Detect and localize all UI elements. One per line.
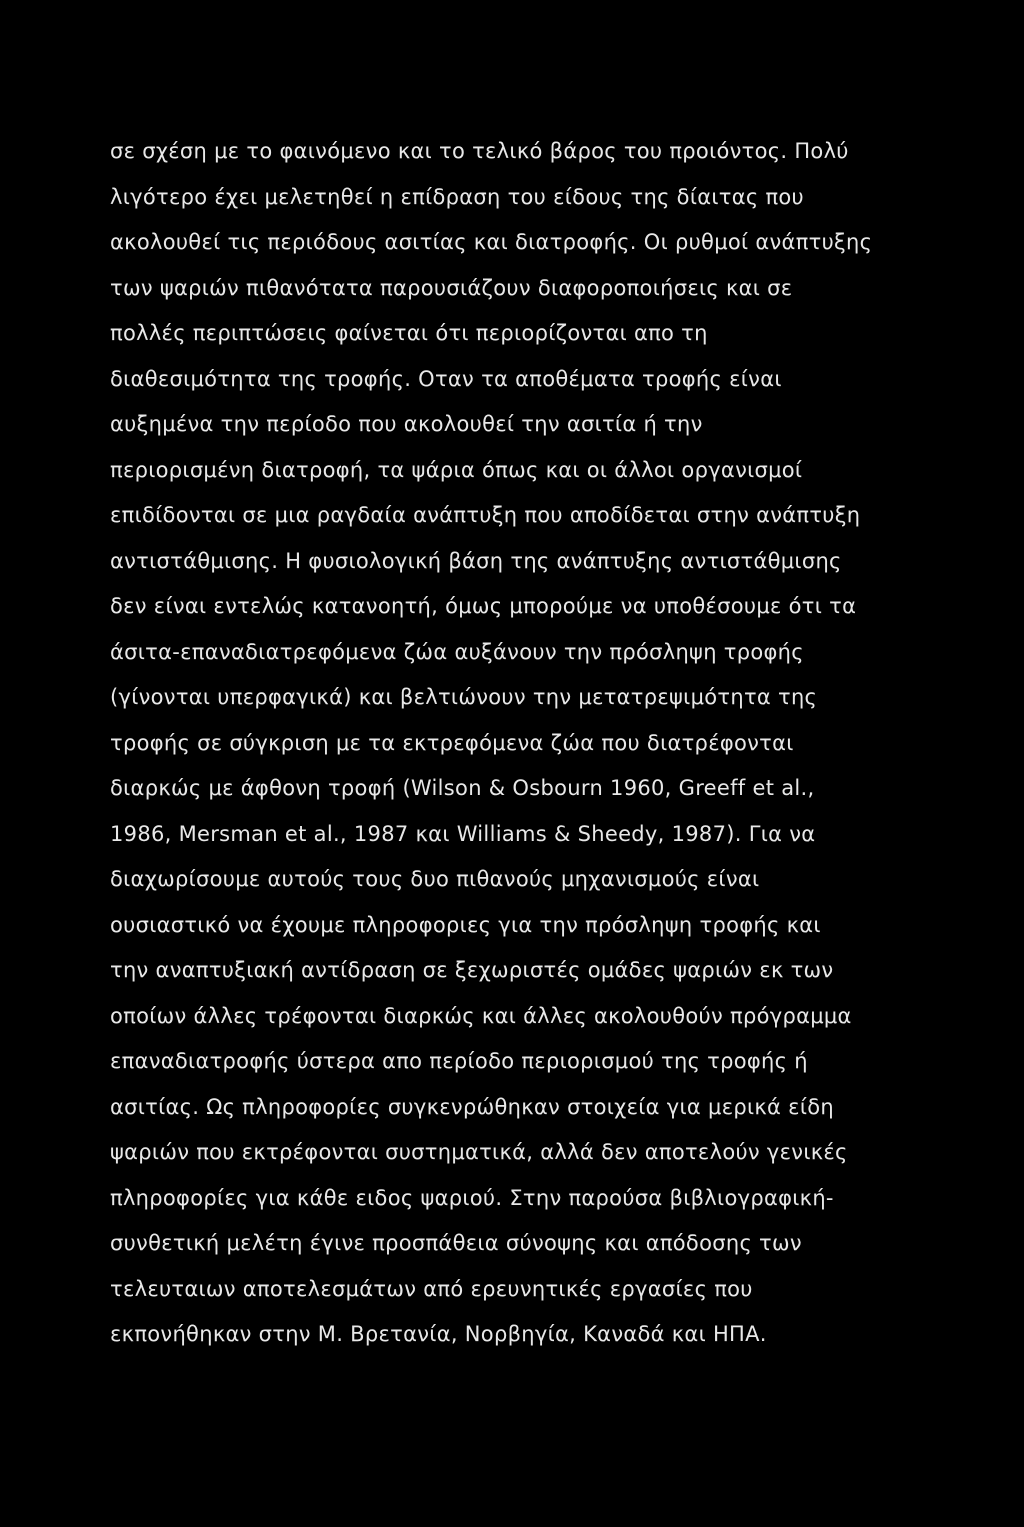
text-line: εκπονήθηκαν στην Μ. Βρετανία, Νορβηγία, Καναδά και ΗΠΑ. bbox=[110, 1322, 767, 1346]
text-line: επαναδιατροφής ύστερα απο περίοδο περιορισμού της τροφής ή bbox=[110, 1049, 808, 1073]
text-line: 1986, Mersman et al., 1987 και Williams & Sheedy, 1987). Για να bbox=[110, 821, 816, 846]
text-line: ουσιαστικό να έχουμε πληροφοριες για την πρόσληψη τροφής και bbox=[110, 912, 821, 937]
text-line: διαθεσιμότητα της τροφής. Οταν τα αποθέματα τροφής είναι bbox=[110, 366, 782, 391]
text-line: σε σχέση με το φαινόμενο και το τελικό βάρος του προιόντος. Πολύ bbox=[110, 139, 849, 163]
text-line: την αναπτυξιακή αντίδραση σε ξεχωριστές ομάδες ψαριών εκ των bbox=[110, 958, 834, 982]
text-line: πολλές περιπτώσεις φαίνεται ότι περιορίζονται απο τη bbox=[110, 321, 708, 345]
text-line: αυξημένα την περίοδο που ακολουθεί την ασιτία ή την bbox=[110, 412, 703, 436]
text-line: τελευταιων αποτελεσμάτων από ερευνητικές εργασίες που bbox=[110, 1276, 753, 1301]
text-line: αντιστάθμισης. Η φυσιολογική βάση της ανάπτυξης αντιστάθμισης bbox=[110, 548, 842, 573]
text-line: δεν είναι εντελώς κατανοητή, όμως μπορούμε να υποθέσουμε ότι τα bbox=[110, 594, 857, 618]
text-line: τροφής σε σύγκριση με τα εκτρεφόμενα ζώα που διατρέφονται bbox=[110, 730, 794, 755]
text-line: ακολουθεί τις περιόδους ασιτίας και διατροφής. Οι ρυθμοί ανάπτυξης bbox=[110, 230, 873, 254]
text-line: ψαριών που εκτρέφονται συστηματικά, αλλά δεν αποτελούν γενικές bbox=[110, 1140, 848, 1164]
text-line: πληροφορίες για κάθε ειδος ψαριού. Στην παρούσα βιβλιογραφική- bbox=[110, 1185, 834, 1210]
text-line: (γίνονται υπερφαγικά) και βελτιώνουν την μετατρεψιμότητα της bbox=[110, 685, 818, 709]
text-line: συνθετική μελέτη έγινε προσπάθεια σύνοψης και απόδοσης των bbox=[110, 1231, 802, 1255]
text-line: διαρκώς με άφθονη τροφή (Wilson & Osbourn 1960, Greeff et al., bbox=[110, 776, 815, 800]
text-line: άσιτα-επαναδιατρεφόμενα ζώα αυξάνουν την πρόσληψη τροφής bbox=[110, 639, 804, 664]
text-line: περιορισμένη διατροφή, τα ψάρια όπως και οι άλλοι οργανισμοί bbox=[110, 457, 803, 482]
body-paragraph bbox=[110, 129, 910, 1358]
text-line: διαχωρίσουμε αυτούς τους δυο πιθανούς μηχανισμούς είναι bbox=[110, 867, 760, 891]
text-line: των ψαριών πιθανότατα παρουσιάζουν διαφοροποιήσεις και σε bbox=[110, 275, 793, 300]
text-line: ασιτίας. Ως πληροφορίες συγκενρώθηκαν στοιχεία για μερικά είδη bbox=[110, 1094, 834, 1119]
text-line: λιγότερο έχει μελετηθεί η επίδραση του είδους της δίαιτας που bbox=[110, 184, 805, 209]
text-line: οποίων άλλες τρέφονται διαρκώς και άλλες ακολουθούν πρόγραμμα bbox=[110, 1003, 852, 1028]
text-line: επιδίδονται σε μια ραγδαία ανάπτυξη που αποδίδεται στην ανάπτυξη bbox=[110, 503, 861, 527]
